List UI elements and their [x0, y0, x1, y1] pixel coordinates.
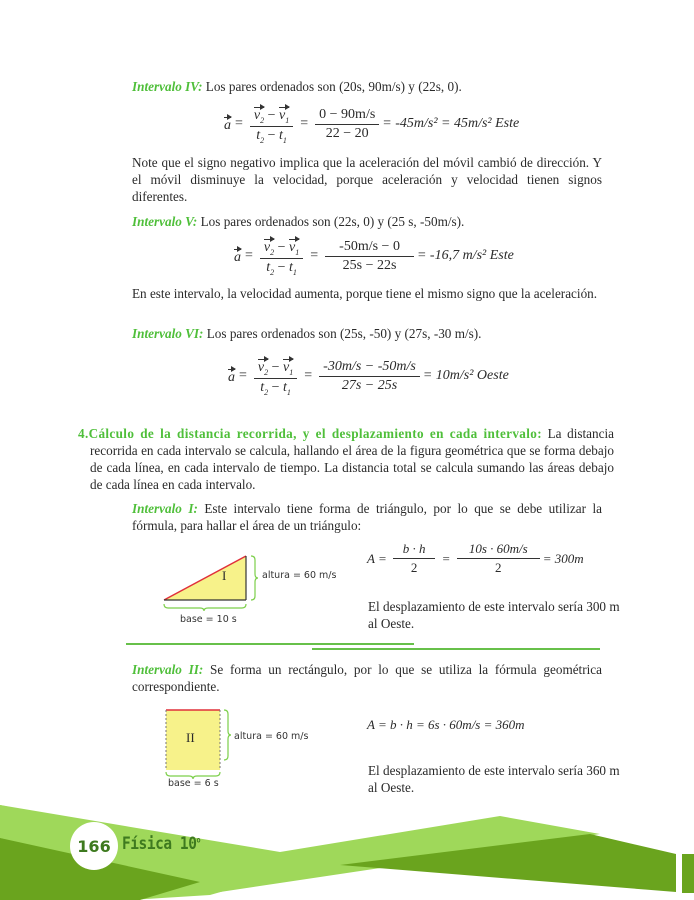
page-number-badge: [70, 822, 118, 870]
book-title: Física 10$^o$: [122, 834, 201, 854]
interval-vi-label: Intervalo VI:: [132, 326, 204, 341]
interval-iv-text: Los pares ordenados son (20s, 90m/s) y (22s, 0).: [202, 79, 462, 94]
rectangle-diagram: [150, 705, 250, 785]
section-4-number: 4.: [78, 426, 89, 441]
footer-band-edge: [682, 854, 694, 893]
values-denominator: 27s − 25s: [341, 377, 398, 393]
velocity-time-fraction: $\frac{v_2 - v_1}{t_2 - t_1}$: [260, 236, 303, 277]
interval-vi-text: Los pares ordenados son (25s, -50) y (27s, -30 m/s).: [203, 326, 482, 341]
section-4-paragraph: [78, 425, 614, 493]
accel-vector: a: [234, 246, 241, 266]
accel-vector: a: [228, 366, 235, 386]
equation-interval-v: a = $\frac{v_2 - v_1}{t_2 - t_1}$ = $\frac{-50m/s - 0}{25s - 22s}$ = -16,7 m/s² Este: [234, 236, 514, 277]
interval-v-intro: [132, 213, 612, 230]
area-ii-text: Se forma un rectángulo, por lo que se utiliza la fórmula geométrica correspondiente.: [132, 662, 602, 694]
values-numerator: -30m/s − -50m/s: [319, 359, 420, 377]
area-i-displacement: El desplazamiento de este intervalo sería 300 m al Oeste.: [368, 599, 620, 631]
separator-rule-right: [312, 648, 600, 650]
area-ii-intro: [132, 661, 602, 695]
values-numerator: 0 − 90m/s: [315, 107, 379, 125]
interval-v-label: Intervalo V:: [132, 214, 198, 229]
section-4-heading: Cálculo de la distancia recorrida, y el desplazamiento en cada intervalo:: [88, 426, 542, 441]
section-4-text: La distancia recorrida en cada intervalo se calcula, hallando el área de la figura geométrica que se forma debajo de cada línea, en cada intervalo de tiempo. La distancia total se calcula sumando las áreas debajo de cada línea en cada intervalo.: [90, 426, 614, 492]
equation-result: = -45m/s² = 45m/s² Este: [382, 116, 520, 132]
area-i-intro: [132, 500, 602, 534]
separator-rule-left: [126, 643, 414, 645]
base-brace: [164, 604, 246, 611]
height-brace: [224, 710, 231, 760]
area-i-label: Intervalo I:: [132, 501, 198, 516]
area-i-text: Este intervalo tiene forma de triángulo, por lo que se debe utilizar la fórmula, para hallar el área de un triángulo:: [132, 501, 602, 533]
area-ii-label: Intervalo II:: [132, 662, 204, 677]
equation-result: = 10m/s² Oeste: [422, 368, 509, 384]
interval-v-note: En este intervalo, la velocidad aumenta, porque tiene el mismo signo que la aceleración.: [132, 286, 598, 301]
equation-interval-vi: a = $\frac{v_2 - v_1}{t_2 - t_1}$ = $\frac{-30m/s - -50m/s}{27s - 25s}$ = 10m/s² Oeste: [228, 356, 509, 397]
interval-iv-intro: [132, 78, 612, 95]
rectangle-area-formula: A = b · h = 6s · 60m/s = 360m: [367, 717, 525, 732]
values-fraction: [319, 359, 420, 394]
area-ii-displacement: El desplazamiento de este intervalo sería 360 m al Oeste.: [368, 763, 620, 795]
values-numerator: -50m/s − 0: [325, 239, 414, 257]
rectangle-height-label: altura = 60 m/s: [234, 731, 309, 742]
equation-result: = -16,7 m/s² Este: [416, 248, 514, 264]
triangle-base-label: base = 10 s: [180, 614, 237, 625]
accel-vector: a: [224, 114, 231, 134]
interval-iv-note: Note que el signo negativo implica que la aceleración del móvil cambió de dirección. Y el móvil disminuye la velocidad, porque aceleración y velocidad tienen signos diferentes.: [132, 155, 602, 204]
values-denominator: 22 − 20: [325, 125, 369, 141]
values-fraction: [325, 239, 414, 274]
interval-iv-label: Intervalo IV:: [132, 79, 203, 94]
triangle-area-formula: A = $\frac{b \cdot h}{2}$ = $\frac{10s \cdot 60m/s}{2}$ = 300m: [367, 541, 584, 575]
values-fraction: [315, 107, 379, 142]
triangle-height-label: altura = 60 m/s: [262, 570, 337, 581]
interval-vi-intro: [132, 325, 612, 342]
triangle-diagram: [150, 548, 270, 618]
interval-v-text: Los pares ordenados son (22s, 0) y (25 s, -50m/s).: [197, 214, 465, 229]
velocity-time-fraction: $\frac{v_2 - v_1}{t_2 - t_1}$: [250, 104, 293, 145]
rectangle-base-label: base = 6 s: [168, 778, 219, 789]
page-number: 166: [77, 836, 111, 856]
equation-interval-iv: a = $\frac{v_2 - v_1}{t_2 - t_1}$ = $\frac{0 - 90m/s}{22 - 20}$ = -45m/s² = 45m/s² Este: [224, 104, 519, 145]
triangle-label: I: [222, 568, 227, 583]
rectangle-label: II: [186, 730, 195, 745]
velocity-time-fraction: $\frac{v_2 - v_1}{t_2 - t_1}$: [254, 356, 297, 397]
values-denominator: 25s − 22s: [342, 257, 397, 273]
height-brace: [251, 556, 258, 600]
